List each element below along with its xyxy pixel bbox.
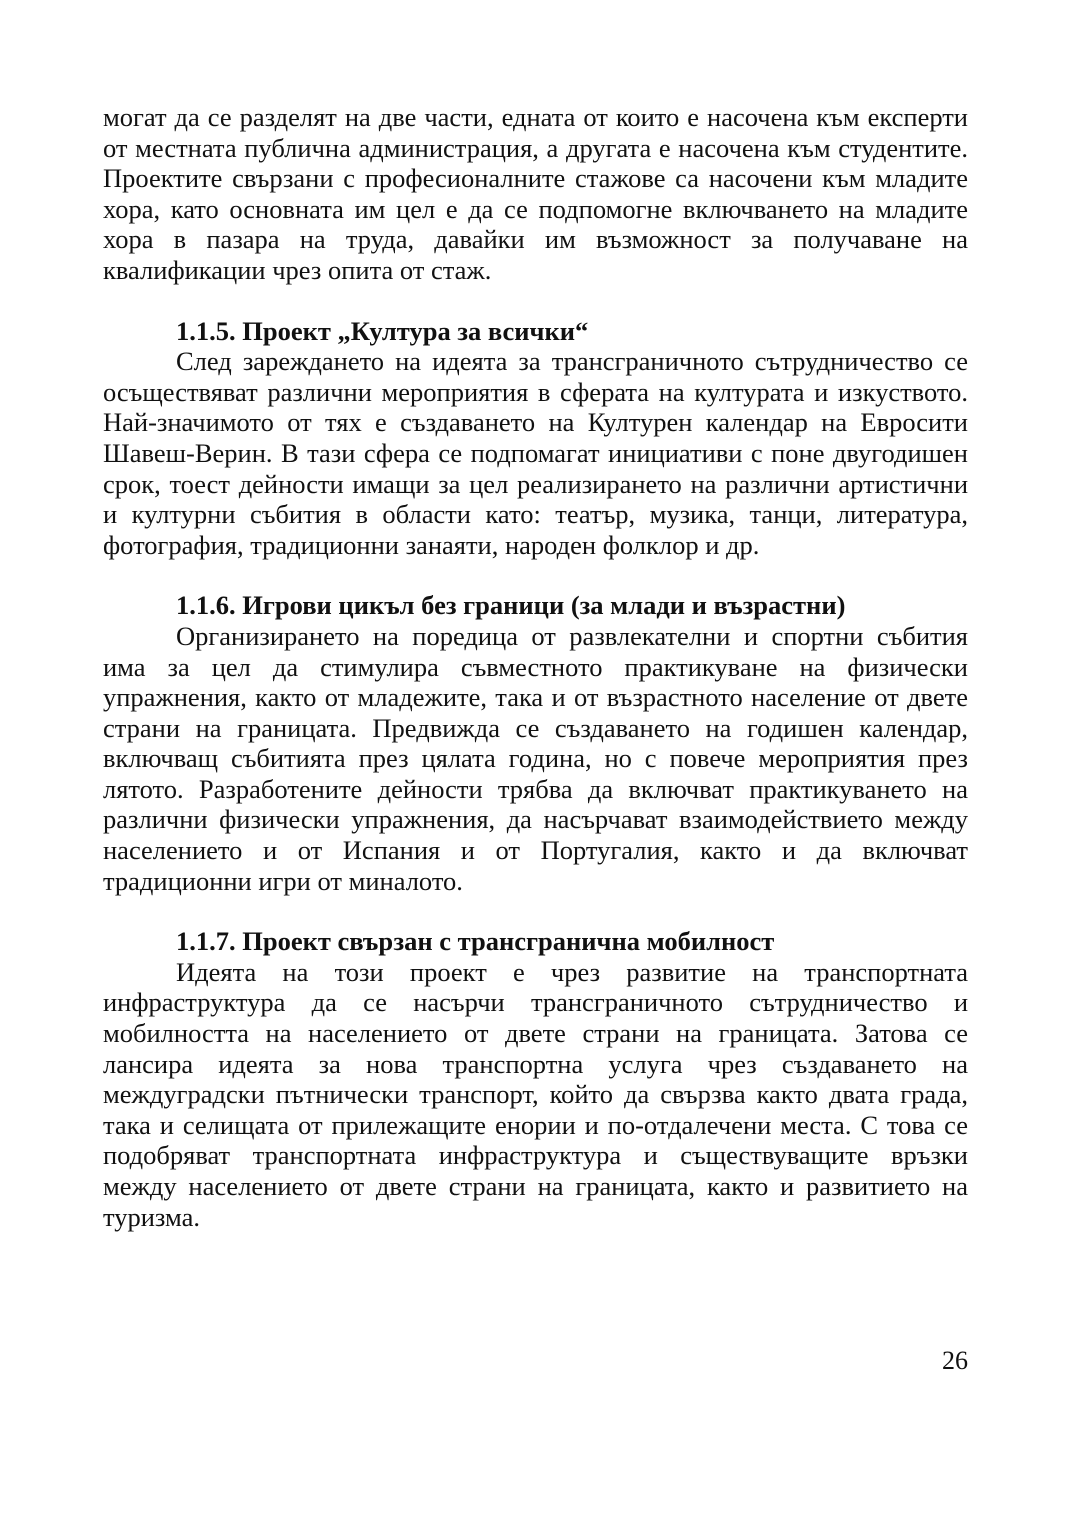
section-heading-1-1-6: 1.1.6. Игрови цикъл без граници (за млади и възрастни)	[176, 590, 846, 621]
section-heading-1-1-5: 1.1.5. Проект „Култура за всички“	[176, 315, 589, 346]
page-number: 26	[942, 1346, 968, 1375]
section-body-1-1-5: След зареждането на идеята за трансграничното сътрудничество се осъществяват различни мероприятия в сферата на културата и изкуството. Най-значимото от тях е създаването на Културен календар на Евросити Шавеш-Верин. В тази сфера се подпомагат инициативи с поне двугодишен срок, тоест дейности имащи за цел реализирането на различни артистични и културни събития в области като: театър, музика, танци, литература, фотография, традиционни занаяти, народен фолклор и др.	[103, 346, 968, 560]
intro-paragraph: могат да се разделят на две части, едната от които е насочена към експерти от местната публична администрация, а другата е насочена към студентите. Проектите свързани с професионалните стажове са насочени към младите хора, като основната им цел е да се подпомогне включването на младите хора в пазара на труда, давайки им възможност за получаване на квалификации чрез опита от стаж.	[103, 102, 968, 285]
section-body-1-1-6: Организирането на поредица от развлекателни и спортни събития има за цел да стимулира съвместното практикуване на физически упражнения, както от младежите, така и от възрастното население от двете страни на границата. Предвижда се създаването на годишен календар, включващ събитията през цялата година, но с повече мероприятия през лятото. Разработените дейности трябва да включват практикуването на различни физически упражнения, да насърчават взаимодействието между населението и от Испания и от Португалия, както и да включват традиционни игри от миналото.	[103, 620, 968, 896]
section-body-1-1-7: Идеята на този проект е чрез развитие на транспортната инфраструктура да се насърчи трансграничното сътрудничество и мобилността на населението от двете страни на границата. Затова се лансира идеята за нова транспортна услуга чрез създаването на междуградски пътнически транспорт, който да свързва както двата града, така и селищата от прилежащите енории и по-отдалечени места. С това се подобряват транспортната инфраструктура и съществуващите връзки между населението от двете страни на границата, както и развитието на туризма.	[103, 956, 968, 1232]
document-page	[103, 102, 968, 1232]
section-heading-1-1-7: 1.1.7. Проект свързан с трансгранична мобилност	[176, 926, 775, 957]
